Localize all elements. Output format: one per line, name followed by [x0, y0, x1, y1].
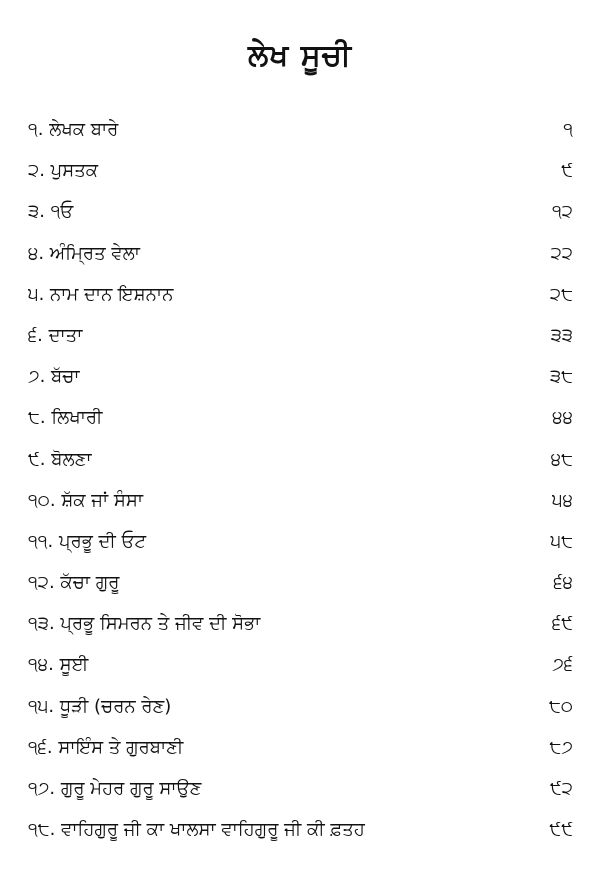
- toc-row: [28, 325, 573, 366]
- toc-row: [28, 696, 573, 737]
- toc-page-number: ੯੯: [549, 819, 573, 841]
- toc-row: [28, 407, 573, 448]
- toc-page-number: ੩੩: [550, 324, 573, 346]
- toc-row: [28, 778, 573, 819]
- toc-page-number: ੧੨: [552, 201, 573, 223]
- toc-entry-title: ੬. ਦਾਤਾ: [28, 324, 83, 346]
- toc-page-number: ੯੨: [550, 778, 573, 799]
- toc-page-number: ੯: [561, 160, 573, 182]
- toc-page-number: ੪੪: [552, 407, 573, 429]
- toc-entry-title: ੨. ਪੁਸਤਕ: [28, 160, 99, 182]
- toc-entry-title: ੧੭. ਗੁਰੂ ਮੇਹਰ ਗੁਰੂ ਸਾਉਣ: [28, 778, 202, 799]
- toc-row: [28, 366, 573, 407]
- toc-entry-title: ੪. ਅੰਮ੍ਰਿਤ ਵੇਲਾ: [28, 242, 140, 264]
- toc-row: [28, 243, 573, 284]
- toc-entry-title: ੧. ਲੇਖਕ ਬਾਰੇ: [28, 119, 119, 140]
- toc-entry-title: ੧੪. ਸੂਈ: [28, 654, 89, 676]
- toc-entry-title: ੯. ਬੋਲਣਾ: [28, 448, 92, 470]
- toc-entry-title: ੭. ਬੱਚਾ: [28, 366, 80, 388]
- toc-page-number: ੮੭: [549, 736, 573, 758]
- toc-entry-title: ੧੮. ਵਾਹਿਗੁਰੂ ਜੀ ਕਾ ਖਾਲਸਾ ਵਾਹਿਗੁਰੂ ਜੀ ਕੀ ਫ਼ਤਹ: [28, 819, 365, 841]
- toc-page-number: ੮੦: [549, 695, 573, 717]
- toc-row: [28, 737, 573, 778]
- toc-row: [28, 284, 573, 325]
- toc-entry-title: ੧੧. ਪ੍ਰਭੂ ਦੀ ਓਟ: [28, 530, 146, 552]
- toc-row: [28, 572, 573, 613]
- toc-row: [28, 119, 573, 160]
- toc-page-number: ੨੮: [549, 283, 573, 305]
- toc-entry-title: ੧੨. ਕੱਚਾ ਗੁਰੂ: [28, 572, 120, 594]
- toc-entry-title: ੫. ਨਾਮ ਦਾਨ ਇਸ਼ਨਾਨ: [28, 283, 174, 305]
- toc-row: [28, 654, 573, 695]
- toc-row: [28, 160, 573, 201]
- toc-row: [28, 531, 573, 572]
- toc-row: [28, 613, 573, 654]
- toc-page-number: ੬੪: [553, 572, 573, 594]
- toc-entry-title: ੮. ਲਿਖਾਰੀ: [28, 407, 103, 429]
- toc-page-number: ੫੮: [550, 530, 573, 552]
- toc-entry-title: ੧੩. ਪ੍ਰਭੂ ਸਿਮਰਨ ਤੇ ਜੀਵ ਦੀ ਸੋਭਾ: [28, 613, 261, 635]
- toc-page-number: ੪੮: [550, 448, 573, 470]
- toc-entry-title: ੧੦. ਸ਼ੱਕ ਜਾਂ ਸੰਸਾ: [28, 489, 143, 511]
- toc-row: [28, 449, 573, 490]
- page-title: ਲੇਖ ਸੂਚੀ: [248, 38, 352, 73]
- toc-page-number: ੬੯: [552, 613, 573, 635]
- toc-row: [28, 490, 573, 531]
- toc-page-number: ੨੨: [550, 242, 573, 264]
- toc-page-number: ੧: [563, 119, 573, 140]
- toc-page-number: ੭੬: [552, 654, 573, 676]
- toc-page-number: ੫੪: [552, 489, 573, 511]
- toc-entry-title: ੧੬. ਸਾਇੰਸ ਤੇ ਗੁਰਬਾਣੀ: [28, 736, 184, 758]
- table-of-contents: [28, 119, 573, 860]
- toc-entry-title: ੩. ੧ਓ: [28, 201, 74, 223]
- toc-page-number: ੩੮: [549, 366, 573, 388]
- toc-row: [28, 819, 573, 860]
- toc-entry-title: ੧੫. ਧੂੜੀ (ਚਰਨ ਰੇਣ): [28, 695, 172, 717]
- toc-row: [28, 201, 573, 242]
